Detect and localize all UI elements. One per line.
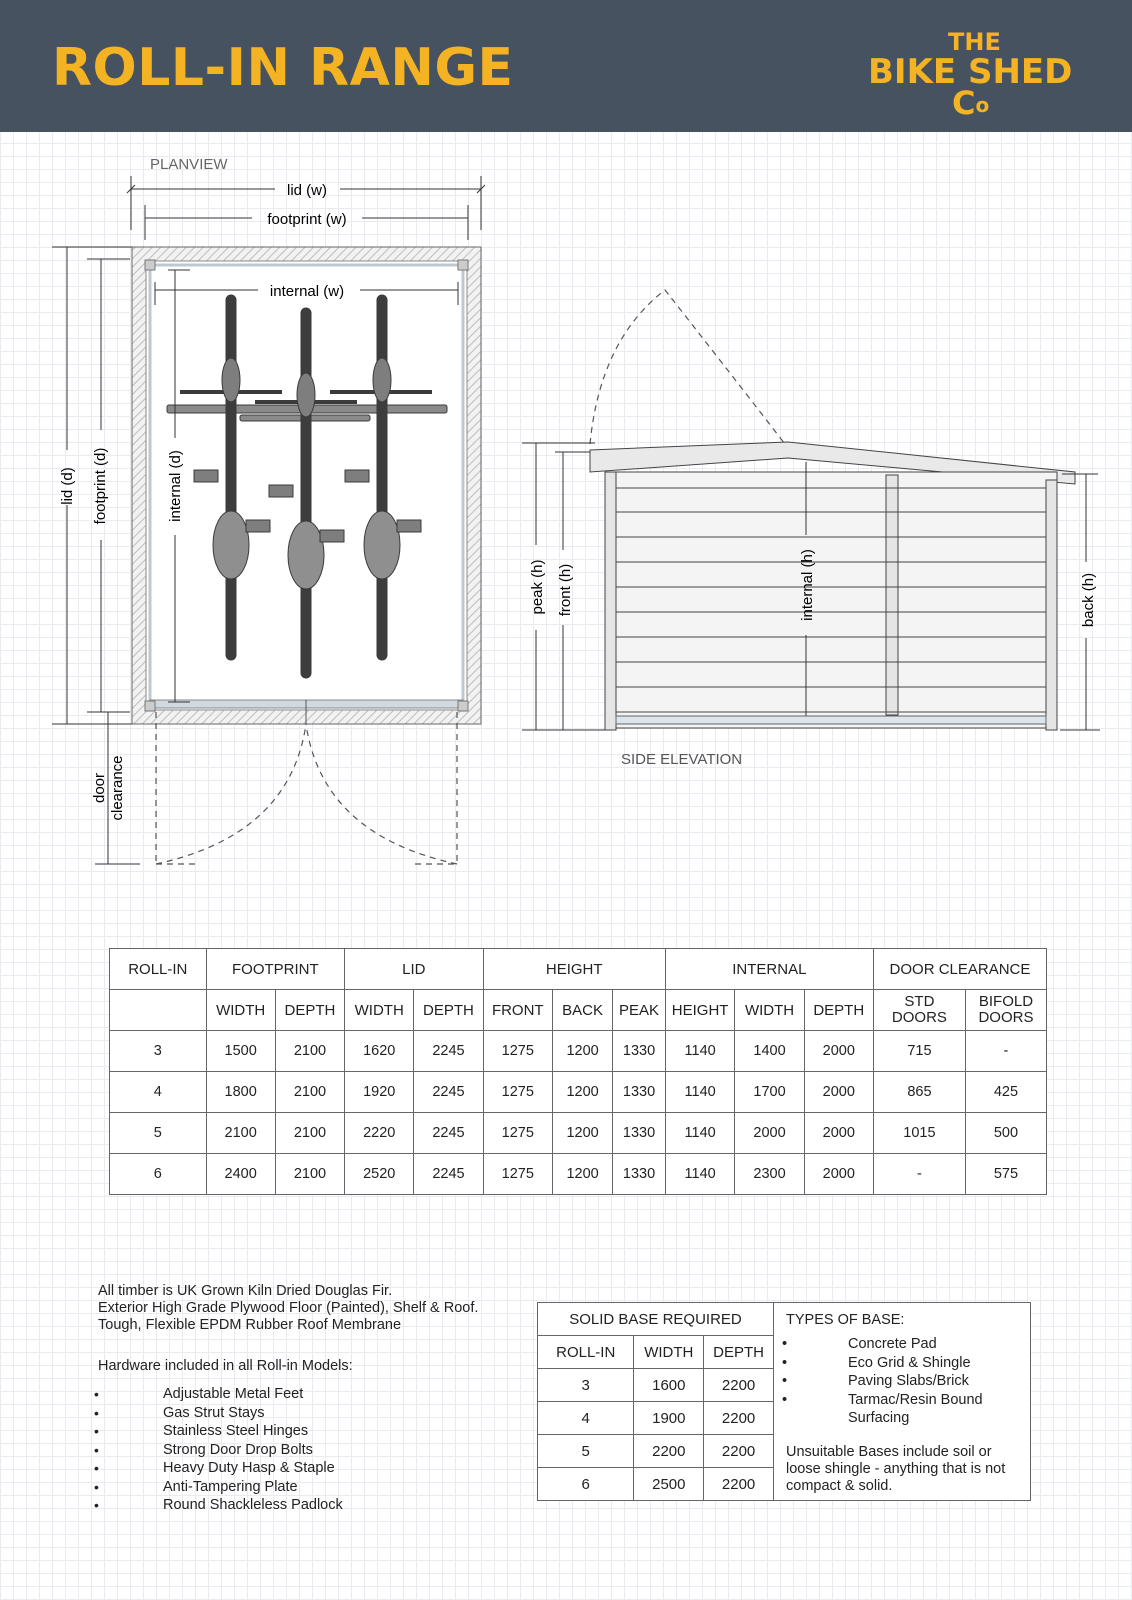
spec-cell: 1275 [483,1072,552,1113]
spec-cell: 5 [110,1113,207,1154]
spec-cell: 2100 [275,1072,344,1113]
hardware-item: • Anti-Tampering Plate [98,1478,528,1497]
base-header-row [538,1336,774,1369]
base-cell: 2200 [634,1435,704,1468]
hardware-item: • Heavy Duty Hasp & Staple [98,1459,528,1478]
internal-width-label: internal (w) [269,283,345,300]
types-of-base [774,1302,1031,1501]
types-item: • Concrete Pad [786,1335,1018,1354]
bike-shed-logo [868,26,1078,122]
types-list [786,1335,1018,1428]
base-table-row [538,1468,774,1501]
spec-table-body [110,1031,1047,1195]
side-elevation-label: SIDE ELEVATION [621,751,743,768]
spec-sub-header-row [110,990,1047,1031]
spec-sub-header: DEPTH [275,990,344,1031]
spec-cell: 1015 [873,1113,965,1154]
technical-drawing [0,132,1132,882]
unsuitable-bases-note: Unsuitable Bases include soil or loose shingle - anything that is not compact & solid. [786,1443,1006,1494]
middle-post [886,475,898,715]
types-item: • Paving Slabs/Brick [786,1372,1018,1391]
notes-intro [98,1283,528,1334]
spec-cell: 575 [965,1154,1046,1195]
spec-group-header: FOOTPRINT [206,949,345,990]
spec-group-header-row [110,949,1047,990]
footprint-width-label: footprint (w) [267,211,347,228]
base-cell: 2200 [704,1435,774,1468]
base-header: DEPTH [704,1336,774,1369]
spec-cell: 2245 [414,1072,483,1113]
internal-height-label: internal (h) [799,549,816,621]
footprint-depth-label: footprint (d) [92,447,109,525]
spec-sub-header: DEPTH [804,990,873,1031]
logo-line-1: THE [948,28,1001,56]
back-post [1046,480,1057,730]
hardware-list [98,1385,528,1515]
lid-swing-arc [590,290,785,444]
spec-cell: 2100 [275,1113,344,1154]
spec-cell: 865 [873,1072,965,1113]
spec-cell: 1400 [735,1031,804,1072]
spec-cell: 1330 [613,1154,666,1195]
base-cell: 1600 [634,1369,704,1402]
hardware-item: • Stainless Steel Hinges [98,1422,528,1441]
spec-sub-header: PEAK [613,990,666,1031]
spec-cell: 2000 [804,1031,873,1072]
spec-table-row [110,1031,1047,1072]
base-cell: 2500 [634,1468,704,1501]
spec-cell: 1330 [613,1072,666,1113]
spec-cell: 1140 [665,1072,735,1113]
spec-cell: 1620 [345,1031,414,1072]
spec-cell: 1200 [552,1154,612,1195]
lid-width-label: lid (w) [287,182,327,199]
spec-sub-header: BACK [552,990,612,1031]
spec-cell: 2220 [345,1113,414,1154]
front-height-label: front (h) [557,563,574,617]
spec-table-row [110,1113,1047,1154]
spec-cell: 2245 [414,1031,483,1072]
spec-table-row [110,1154,1047,1195]
spec-cell: - [965,1031,1046,1072]
spec-cell: 500 [965,1113,1046,1154]
spec-group-header: HEIGHT [483,949,665,990]
base-table-body [538,1369,774,1501]
lid-depth-label: lid (d) [59,467,76,505]
corner-post-tl [145,260,155,270]
peak-height-label: peak (h) [529,559,546,615]
spec-group-header: LID [345,949,484,990]
base-header: ROLL-IN [538,1336,634,1369]
hardware-item: • Gas Strut Stays [98,1404,528,1423]
spec-cell: 2300 [735,1154,804,1195]
door-clearance-label-2: clearance [109,755,126,821]
base-table-title: SOLID BASE REQUIRED [538,1303,774,1336]
spec-cell: 2000 [735,1113,804,1154]
base-cell: 1900 [634,1402,704,1435]
spec-cell: 1330 [613,1031,666,1072]
header-bar [0,0,1132,132]
types-item: • Tarmac/Resin Bound Surfacing [786,1391,1018,1428]
spec-cell: 1330 [613,1113,666,1154]
back-height-label: back (h) [1080,572,1097,628]
spec-cell: 1140 [665,1031,735,1072]
corner-post-tr [458,260,468,270]
notes [98,1283,528,1515]
types-title: TYPES OF BASE: [786,1312,905,1328]
door-swing [156,712,457,864]
base-cell: 2200 [704,1402,774,1435]
spec-group-header: DOOR CLEARANCE [873,949,1046,990]
base-table-row [538,1435,774,1468]
door-clearance-label-1: door [91,772,108,804]
spec-cell: 2000 [804,1072,873,1113]
spec-cell: 1275 [483,1154,552,1195]
spec-cell: 2245 [414,1113,483,1154]
spec-sub-header: WIDTH [345,990,414,1031]
hardware-item: • Strong Door Drop Bolts [98,1441,528,1460]
base-cell: 6 [538,1468,634,1501]
page-title: ROLL-IN RANGE [52,38,514,98]
base-cell: 4 [538,1402,634,1435]
logo-line-3 [952,84,989,122]
notes-line: Tough, Flexible EPDM Rubber Roof Membrane [98,1317,402,1333]
spec-cell: 6 [110,1154,207,1195]
spec-cell: 3 [110,1031,207,1072]
spec-cell: 1200 [552,1072,612,1113]
logo-c: C [952,84,976,122]
spec-cell: 2400 [206,1154,275,1195]
spec-cell: 2100 [275,1154,344,1195]
types-item: • Eco Grid & Shingle [786,1354,1018,1373]
logo-line-2: BIKE SHED [868,52,1073,92]
spec-cell: 1275 [483,1031,552,1072]
spec-cell: 715 [873,1031,965,1072]
spec-cell: 2000 [804,1113,873,1154]
spec-sub-header: HEIGHT [665,990,735,1031]
spec-cell: 2520 [345,1154,414,1195]
spec-cell: - [873,1154,965,1195]
hardware-item: • Adjustable Metal Feet [98,1385,528,1404]
spec-table-row [110,1072,1047,1113]
base-cell: 2200 [704,1468,774,1501]
corner-post-br [458,701,468,711]
hardware-title: Hardware included in all Roll-in Models: [98,1358,353,1374]
spec-cell: 1800 [206,1072,275,1113]
floor [616,716,1046,724]
spec-cell: 1200 [552,1113,612,1154]
base-table-row [538,1402,774,1435]
spec-sub-header: WIDTH [206,990,275,1031]
spec-group-header: INTERNAL [665,949,873,990]
spec-cell: 4 [110,1072,207,1113]
front-post [605,472,616,730]
corner-post-bl [145,701,155,711]
spec-cell: 1275 [483,1113,552,1154]
spec-sub-header [110,990,207,1031]
spec-cell: 2000 [804,1154,873,1195]
base-table-row [538,1369,774,1402]
spec-sub-header: WIDTH [735,990,804,1031]
spec-cell: 2245 [414,1154,483,1195]
shed-body [605,472,1057,728]
notes-line: All timber is UK Grown Kiln Dried Douglas Fir. [98,1283,393,1299]
base-cell: 2200 [704,1369,774,1402]
planview-label: PLANVIEW [150,156,228,173]
spec-sub-header: DEPTH [414,990,483,1031]
spec-cell: 2100 [206,1113,275,1154]
hardware-item: • Round Shackleless Padlock [98,1496,528,1515]
spec-cell: 425 [965,1072,1046,1113]
base-header: WIDTH [634,1336,704,1369]
spec-cell: 1200 [552,1031,612,1072]
base-table [537,1302,774,1501]
base-title-row [538,1303,774,1336]
side-elevation [522,290,1100,768]
spec-cell: 1700 [735,1072,804,1113]
spec-cell: 1500 [206,1031,275,1072]
internal-depth-label: internal (d) [167,450,184,522]
base-cell: 3 [538,1369,634,1402]
spec-sub-header: STD DOORS [873,990,965,1031]
spec-sub-header: BIFOLD DOORS [965,990,1046,1031]
spec-table [109,948,1047,1195]
spec-group-header: ROLL-IN [110,949,207,990]
base-cell: 5 [538,1435,634,1468]
spec-sub-header: FRONT [483,990,552,1031]
spec-cell: 2100 [275,1031,344,1072]
logo-o: o [975,93,990,117]
spec-cell: 1920 [345,1072,414,1113]
spec-cell: 1140 [665,1113,735,1154]
plan-view [52,156,485,864]
notes-line: Exterior High Grade Plywood Floor (Painted), Shelf & Roof. [98,1300,479,1316]
spec-cell: 1140 [665,1154,735,1195]
